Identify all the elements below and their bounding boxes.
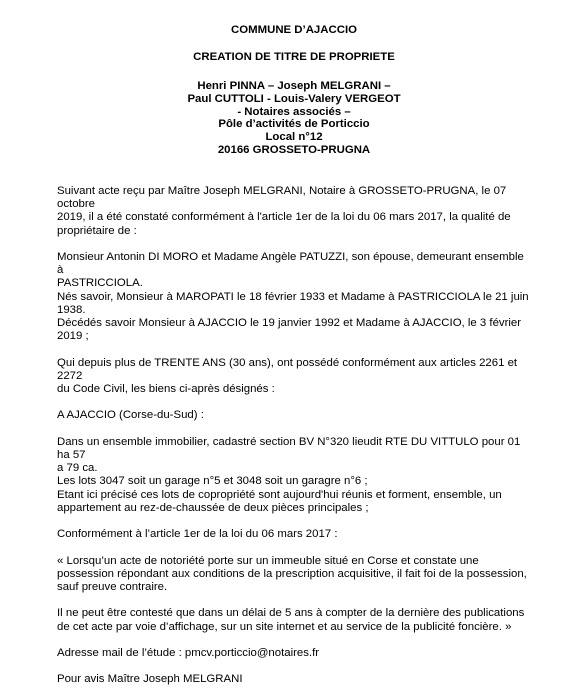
signature-line: Pour avis Maître Joseph MELGRANI [57, 673, 243, 686]
notaries-block [0, 80, 588, 157]
law-quote-line: « Lorsqu’un acte de notoriété porte sur un immeuble situé en Corse et constate une [57, 554, 479, 567]
notaries-line: Paul CUTTOLI - Louis-Valery VERGEOT [187, 92, 401, 105]
owners-line: Monsieur Antonin DI MORO et Madame Angèle PATUZZI, son épouse, demeurant ensemble à [57, 251, 524, 277]
contest-line: de cet acte par voie d’affichage, sur un site internet et au service de la publicité foncière. » [57, 620, 512, 633]
notaries-line: Pôle d’activités de Porticcio [218, 118, 370, 131]
possession-line: du Code Civil, les biens ci-après désignés : [57, 383, 275, 396]
possession-paragraph [57, 357, 533, 397]
law-quote-paragraph [57, 555, 533, 595]
commune-title [0, 24, 588, 37]
notice-body [57, 185, 533, 700]
location-paragraph [57, 409, 533, 422]
owners-paragraph [57, 251, 533, 343]
property-line: Dans un ensemble immobilier, cadastré section BV N°320 lieudit RTE DU VITTULO pour 01 ha 57 [57, 435, 521, 461]
property-line: appartement au rez-de-chaussée de deux pièces principales ; [57, 501, 369, 514]
notice-title-text: CREATION DE TITRE DE PROPRIETE [193, 51, 395, 63]
property-paragraph [57, 436, 533, 515]
property-line: Les lots 3047 soit un garage n°5 et 3048 soit un garagre n°6 ; [57, 475, 368, 488]
law-reference-line: Conformément à l’article 1er de la loi du 06 mars 2017 : [57, 528, 338, 541]
intro-line: Suivant acte reçu par Maître Joseph MELGRANI, Notaire à GROSSETO-PRUGNA, le 07 octobre [57, 185, 507, 211]
owners-line: Décédés savoir Monsieur à AJACCIO le 19 janvier 1992 et Madame à AJACCIO, le 3 février 2019 ; [57, 317, 522, 343]
notaries-line: 20166 GROSSETO-PRUGNA [217, 143, 371, 156]
notaries-line: Local n°12 [265, 131, 323, 144]
law-quote-line: sauf preuve contraire. [57, 581, 168, 593]
owners-line: 1938. [57, 303, 86, 316]
owners-line: Nés savoir, Monsieur à MAROPATI le 18 février 1933 et Madame à PASTRICCIOLA le 21 juin [57, 290, 529, 303]
intro-line: propriétaire de : [57, 224, 137, 237]
contest-paragraph [57, 607, 533, 633]
notaries-line: Henri PINNA – Joseph MELGRANI – [197, 80, 391, 92]
commune-title-text: COMMUNE D’AJACCIO [231, 24, 357, 36]
contest-line: Il ne peut être contesté que dans un délai de 5 ans à compter de la dernière des publications [57, 607, 525, 620]
intro-paragraph [57, 185, 533, 238]
email-paragraph [57, 647, 533, 660]
law-quote-line: possession répondant aux conditions de la prescription acquisitive, il fait foi de la possession, [57, 567, 527, 580]
location-line: A AJACCIO (Corse-du-Sud) : [57, 409, 204, 422]
intro-line: 2019, il a été constaté conformément à l'article 1er de la loi du 06 mars 2017, la qualité de [57, 211, 511, 224]
property-line: Etant ici précisé ces lots de copropriété sont aujourd'hui réunis et forment, ensemble, un [57, 488, 502, 501]
notaries-line: - Notaires associés – [237, 105, 351, 118]
signature-paragraph [57, 673, 533, 686]
possession-line: Qui depuis plus de TRENTE ANS (30 ans), ont possédé conformément aux articles 2261 et 2272 [57, 356, 518, 382]
email-line: Adresse mail de l’étude : pmcv.porticcio@notaires.fr [57, 646, 320, 659]
owners-line: PASTRICCIOLA. [57, 277, 143, 290]
law-reference-paragraph [57, 528, 533, 541]
notice-title [0, 51, 588, 64]
property-line: a 79 ca. [57, 462, 98, 475]
